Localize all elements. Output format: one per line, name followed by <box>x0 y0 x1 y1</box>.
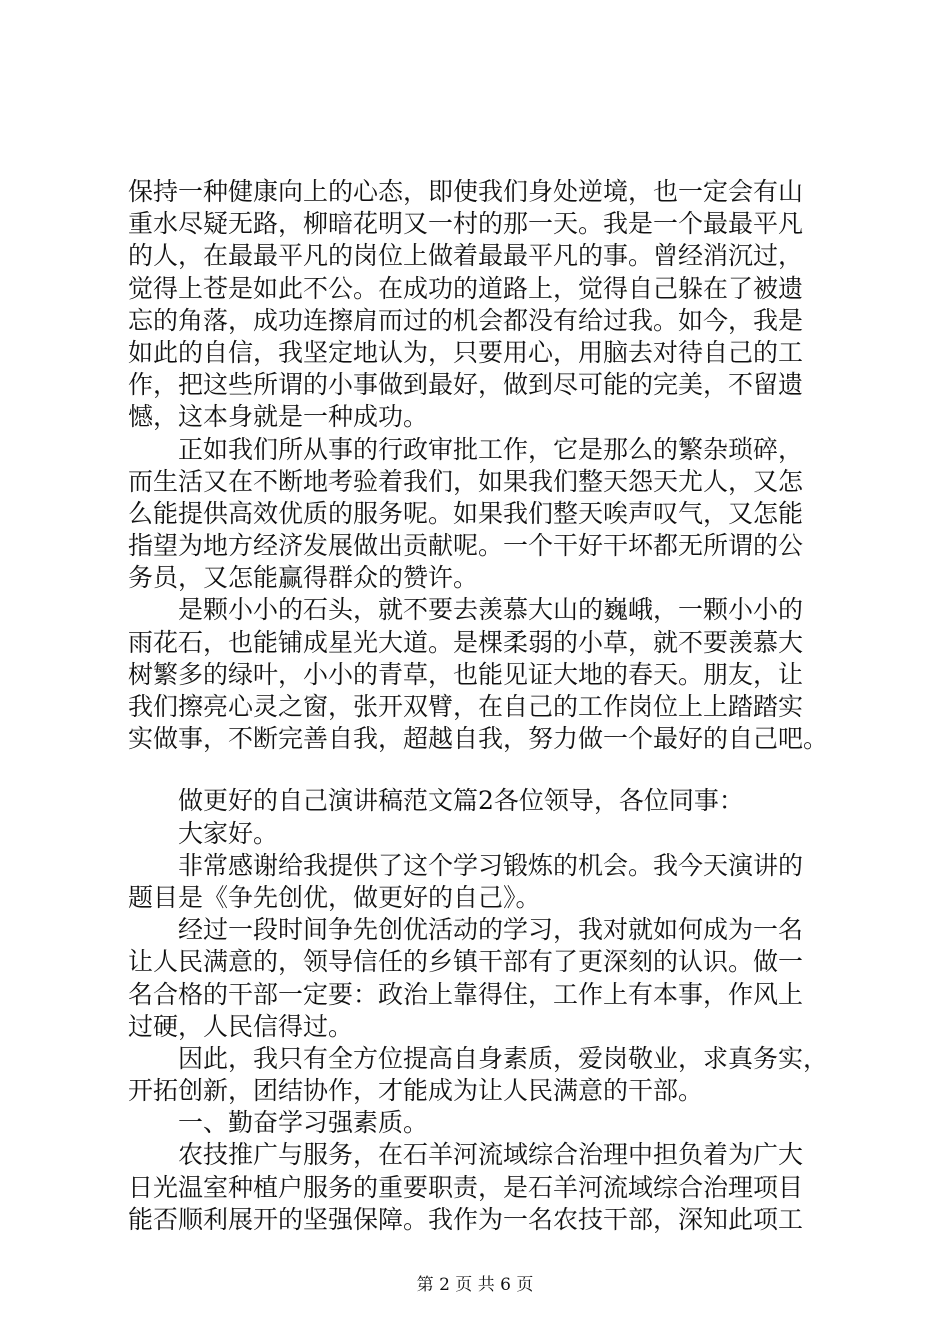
paragraph-gap <box>128 755 828 785</box>
text-line: 实做事，不断完善自我，超越自我，努力做一个最好的自己吧。 <box>128 724 829 754</box>
text-line: 大家好。 <box>128 818 279 848</box>
text-line: 的人，在最最平凡的岗位上做着最最平凡的事。曾经消沉过， <box>128 241 804 271</box>
text-line: 树繁多的绿叶，小小的青草，也能见证大地的春天。朋友，让 <box>128 659 804 689</box>
text-line: 正如我们所从事的行政审批工作，它是那么的繁杂琐碎， <box>128 434 804 464</box>
text-line: 日光温室种植户服务的重要职责，是石羊河流域综合治理项目 <box>128 1172 804 1202</box>
text-line: 忘的角落，成功连擦肩而过的机会都没有给过我。如今，我是 <box>128 305 804 335</box>
text-line: 做更好的自己演讲稿范文篇2各位领导，各位同事： <box>128 786 744 816</box>
text-line: 过硬，人民信得过。 <box>128 1011 354 1041</box>
text-line: 经过一段时间争先创优活动的学习，我对就如何成为一名 <box>128 915 804 945</box>
text-line: 保持一种健康向上的心态，即使我们身处逆境，也一定会有山 <box>128 177 804 206</box>
text-line: 雨花石，也能铺成星光大道。是棵柔弱的小草，就不要羡慕大 <box>128 627 804 657</box>
text-line: 题目是《争先创优，做更好的自己》。 <box>128 882 541 912</box>
text-line: 重水尽疑无路，柳暗花明又一村的那一天。我是一个最最平凡 <box>128 209 804 239</box>
text-line: 能否顺利展开的坚强保障。我作为一名农技干部，深知此项工 <box>128 1204 804 1234</box>
text-line: 么能提供高效优质的服务呢。如果我们整天唉声叹气，又怎能 <box>128 498 804 528</box>
text-line: 农技推广与服务，在石羊河流域综合治理中担负着为广大 <box>128 1140 804 1170</box>
text-line: 务员，又怎能赢得群众的赞许。 <box>128 563 479 593</box>
text-line: 而生活又在不断地考验着我们，如果我们整天怨天尤人，又怎 <box>128 466 804 496</box>
text-line: 名合格的干部一定要：政治上靠得住，工作上有本事，作风上 <box>128 979 804 1009</box>
text-line: 开拓创新，团结协作，才能成为让人民满意的干部。 <box>128 1076 704 1106</box>
text-line: 如此的自信，我坚定地认为，只要用心，用脑去对待自己的工 <box>128 337 804 367</box>
text-line: 让人民满意的，领导信任的乡镇干部有了更深刻的认识。做一 <box>128 947 804 977</box>
text-line: 觉得上苍是如此不公。在成功的道路上，觉得自己躲在了被遗 <box>128 273 804 303</box>
text-line: 一、勤奋学习强素质。 <box>128 1108 429 1138</box>
text-line: 憾，这本身就是一种成功。 <box>128 402 429 432</box>
text-line: 我们擦亮心灵之窗，张开双臂，在自己的工作岗位上上踏踏实 <box>128 692 804 721</box>
text-line: 因此，我只有全方位提高自身素质，爱岗敬业，求真务实， <box>128 1043 829 1073</box>
text-line: 作，把这些所谓的小事做到最好，做到尽可能的完美，不留遗 <box>128 370 804 400</box>
text-line: 指望为地方经济发展做出贡献呢。一个干好干坏都无所谓的公 <box>128 531 804 561</box>
document-body <box>128 176 828 1236</box>
text-line: 是颗小小的石头，就不要去羡慕大山的巍峨，一颗小小的 <box>128 595 804 625</box>
page-number-footer: 第 2 页 共 6 页 <box>416 1275 534 1295</box>
text-line: 非常感谢给我提供了这个学习锻炼的机会。我今天演讲的 <box>128 850 804 880</box>
